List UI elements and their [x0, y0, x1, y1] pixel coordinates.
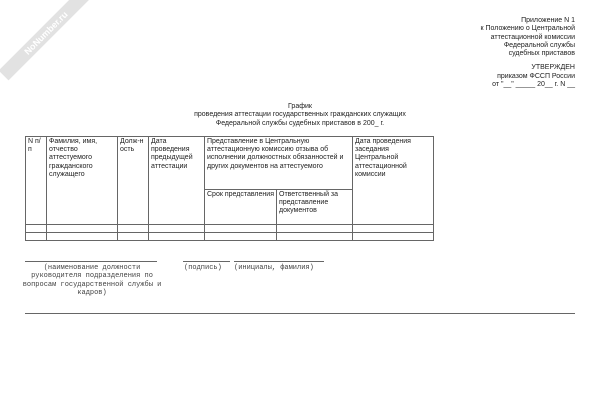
appendix-line: судебных приставов [508, 50, 575, 58]
appendix-header [375, 17, 575, 89]
approved-label: УТВЕРЖДЕН [531, 64, 575, 72]
header-meeting-date: Дата проведения заседания Центральной аттестационной комиссии [353, 137, 434, 225]
header-responsible: Ответственный за представление документов [277, 190, 353, 225]
watermark: NoNumber.ru [0, 0, 93, 80]
title-line: Федеральной службы судебных приставов в 200_ г. [215, 119, 385, 127]
position-line [25, 261, 157, 262]
appendix-line: Приложение N 1 [521, 17, 575, 24]
header-num: N п/п [26, 137, 47, 225]
order-label: приказом ФССП России [497, 72, 575, 80]
order-date: от "__" _____ 20__ г. N __ [492, 81, 575, 89]
title-line: проведения аттестации государственных гражданских служащих [194, 111, 406, 119]
table-row [26, 233, 434, 241]
table-row [26, 225, 434, 233]
document-title [100, 103, 500, 128]
appendix-line: аттестационной комиссии [490, 33, 575, 41]
name-line [234, 261, 324, 262]
title-line: График [288, 103, 312, 110]
header-submission: Представление в Центральную аттестационную комиссию отзыва об исполнении должностных обязанностей и других документов на аттестуемого [205, 137, 353, 190]
header-name: Фамилия, имя, отчество аттестуемого гражданского служащего [47, 137, 118, 225]
appendix-line: Федеральной службы [503, 41, 575, 49]
header-deadline: Срок представления [205, 190, 277, 225]
signature-caption: (подпись) [184, 264, 222, 272]
divider [25, 313, 575, 314]
appendix-line: к Положению о Центральной [480, 25, 575, 33]
header-prev-date: Дата проведения предыдущей аттестации [149, 137, 205, 225]
position-caption: (наименование должности руководителя подразделения по вопросам государственной службы и кадров) [22, 264, 162, 297]
schedule-table [25, 136, 434, 241]
signature-line [183, 261, 230, 262]
name-caption: (инициалы, фамилия) [234, 264, 314, 272]
header-position: Долж-ность [118, 137, 149, 225]
